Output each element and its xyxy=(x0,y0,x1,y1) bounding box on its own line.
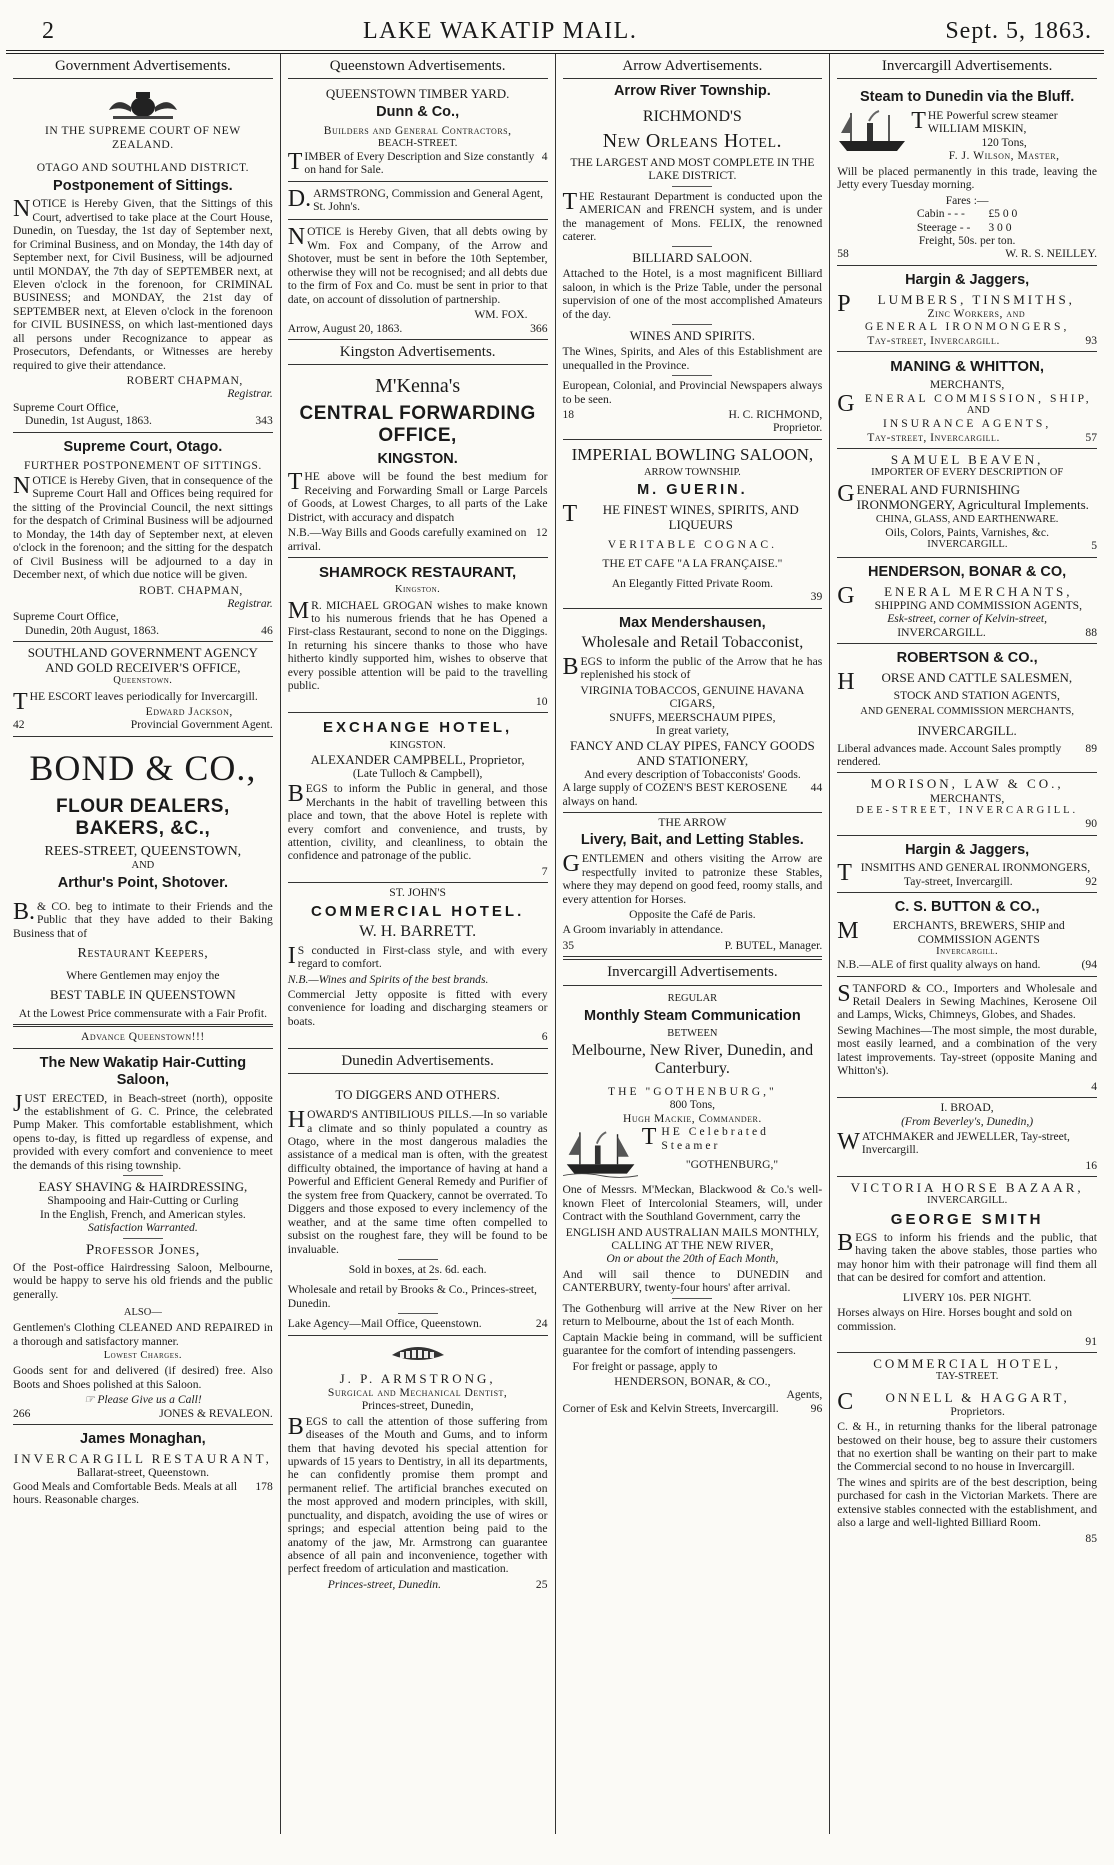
dentist-street: Princes-street, Dunedin, xyxy=(361,1399,474,1413)
henderson-bonar xyxy=(837,558,1097,644)
hargin2-trade: TINSMITHS AND GENERAL IRONMONGERS, xyxy=(837,860,1091,887)
fox-body: NOTICE is Hereby Given, that all debts owing by Wm. Fox and Company, of the Arrow and Shotover, must be sent in before the 10th September, otherwise they will not be recognised; and all debts due to the firm of Fox and Co. must be sent in prior to that date, on account of dissolution of partnership. xyxy=(287,224,548,306)
new-orleans-hotel xyxy=(563,103,823,440)
timber-yard xyxy=(288,83,548,181)
ad-number: 85 xyxy=(1085,1531,1097,1545)
robertson-liberal: Liberal advances made. Account Sales promptly rendered. xyxy=(837,741,1062,769)
mkenna-place: KINGSTON. xyxy=(377,450,458,467)
henderson-name: HENDERSON, BONAR & CO, xyxy=(868,563,1067,580)
ad-number: 12 xyxy=(535,526,548,540)
ad-number: 16 xyxy=(1085,1158,1097,1172)
beaven-general: GENERAL AND FURNISHING IRONMONGERY, Agricultural Implements. xyxy=(837,480,1089,512)
bowling-name: M. GUERIN. xyxy=(637,481,748,498)
goth-freight: For freight or passage, apply to xyxy=(572,1359,718,1373)
notice-body: NOTICE is Hereby Given, that the Sittings of this Court, advertised to take place at the Court House, Dunedin, on Tuesday, the 1st day of September next, for Criminal Business, and on Monday, the 14th day of September next, for Civil Business, will be adjourned until MONDAY, the 7th day of SEPTEMBER next, at Eleven o'clock in the forenoon, for CRIMINAL BUSINESS; and MONDAY, the 21st day of SEPTEMBER next, at Eleven o'clock in the forenoon for CIVIL BUSINESS, on which last-mentioned days all persons under Recognizance to appear as Prosecutors, Defendants, or Witnesses are hereby required to give their attendance. xyxy=(13,196,273,372)
clothing: Gentlemen's Clothing CLEANED AND REPAIRED in a thorough and satisfactory manner. xyxy=(13,1321,273,1348)
court-notice-postponement xyxy=(13,83,273,433)
ad-number: 24 xyxy=(535,1317,548,1331)
stanford-co xyxy=(837,977,1097,1099)
notice-heading: Postponement of Sittings. xyxy=(53,177,233,194)
orleans-sub: THE LARGEST AND MOST COMPLETE IN THE LAKE DISTRICT. xyxy=(570,155,815,183)
signatory-role: Provincial Government Agent. xyxy=(130,718,273,732)
easy-line-2: Shampooing and Hair-Cutting or Curling xyxy=(47,1194,239,1208)
bond-and-co xyxy=(13,737,273,1028)
exchange-body: BEGS to inform the Public in general, and those Merchants in the habit of travelling between this place and town, that the above Hotel is replete with every comfort and convenience, and trusts, by attention, civility, and cleanliness, to obtain the confidence and patronage of the public. xyxy=(287,781,548,863)
fox-sign: WM. FOX. xyxy=(474,308,528,322)
column-1 xyxy=(6,54,281,1834)
button-trade: MERCHANTS, BREWERS, SHIP and COMMISSION AGENTS xyxy=(837,918,1065,946)
signatory: Edward Jackson, xyxy=(145,705,233,719)
goth-about: On or about the 20th of Each Month, xyxy=(606,1252,779,1266)
maning-street: Tay-street, Invercargill. xyxy=(867,430,1000,444)
hargin-trade: PLUMBERS, TINSMITHS, xyxy=(837,290,1075,317)
max-line-1: VIRGINIA TOBACCOS, GENUINE HAVANA CIGARS, xyxy=(580,683,805,711)
ad-number: 10 xyxy=(535,694,548,708)
section-heading: Invercargill Advertisements. xyxy=(563,959,823,985)
bazaar-body: BEGS to inform his friends and the public, that having taken the above stables, those parties who may honor him with their patronage will find them all that can be desired for comfort and attention. xyxy=(837,1229,1097,1285)
max-line-6: A large supply of COZEN'S BEST KEROSENE always on hand. xyxy=(562,781,788,808)
office: Supreme Court Office, xyxy=(13,400,119,414)
timber-trade: Builders and General Contractors, xyxy=(323,124,512,138)
ad-number: 7 xyxy=(541,864,548,878)
ad-number: 39 xyxy=(810,590,823,604)
maning-and: AND xyxy=(966,405,990,417)
max-mendershausen xyxy=(563,609,823,813)
maning-ins: INSURANCE AGENTS, xyxy=(883,417,1052,431)
column-4 xyxy=(830,54,1104,1834)
goth-regular: REGULAR xyxy=(667,992,718,1004)
shamrock-heading: SHAMROCK RESTAURANT, xyxy=(319,564,517,582)
hargin-iron: GENERAL IRONMONGERS, xyxy=(864,320,1070,334)
max-line-5: And every description of Tobacconists' Goods. xyxy=(583,767,801,781)
dentist-name: J. P. ARMSTRONG, xyxy=(339,1370,496,1386)
stjohns-owner: W. H. BARRETT. xyxy=(359,923,477,941)
also: ALSO— xyxy=(123,1307,162,1319)
commercial-name: CONNELL & HAGGART, xyxy=(837,1388,1070,1415)
ad-number: (94 xyxy=(1081,958,1097,972)
diggers-heading: TO DIGGERS AND OTHERS. xyxy=(335,1087,500,1103)
maning-name: MANING & WHITTON, xyxy=(890,358,1045,376)
restaurant-keepers: Restaurant Keepers, xyxy=(77,946,209,962)
ad-number: 57 xyxy=(1085,430,1097,444)
ad-number: 88 xyxy=(1085,625,1097,639)
mkenna-title: CENTRAL FORWARDING OFFICE, xyxy=(299,402,536,446)
goth-corner: Corner of Esk and Kelvin Streets, Invercargill. xyxy=(562,1401,779,1415)
button-co xyxy=(837,893,1097,976)
stjohns-title: COMMERCIAL HOTEL. xyxy=(311,902,525,920)
steam-freight: Freight, 50s. per ton. xyxy=(918,233,1016,247)
dentist-foot: Princes-street, Dunedin. xyxy=(327,1577,441,1591)
bond-sub: FLOUR DEALERS, BAKERS, &C., xyxy=(55,795,230,839)
signatory: ROBT. CHAPMAN, xyxy=(139,583,243,597)
exchange-late: (Late Tulloch & Campbell), xyxy=(352,766,483,780)
signatory: P. BUTEL, Manager. xyxy=(724,938,823,952)
mkenna-nb: N.B.—Way Bills and Goods carefully examined on arrival. xyxy=(287,526,527,553)
livery-opp: Opposite the Café de Paris. xyxy=(629,907,756,921)
robertson-co xyxy=(837,644,1097,773)
stanford-sewing: Sewing Machines—The most simple, the most durable, most easily learned, and a combination of the very latest improvements. Tay-street (opposite Maning and Whitton's). xyxy=(837,1023,1097,1078)
commercial-body-2: The wines and spirits are of the best description, being purchased for cash in the Victorian Markets. There are extensive stables connected with the establishment, and also a large and well-lighted Billiard Room. xyxy=(837,1475,1097,1530)
goth-between: BETWEEN xyxy=(667,1027,718,1039)
goth-name: "GOTHENBURG," xyxy=(685,1158,779,1172)
cognac: VERITABLE COGNAC. xyxy=(607,537,777,551)
diggers-retail: Wholesale and retail by Brooks & Co., Princes-street, Dunedin. xyxy=(287,1283,537,1310)
saloon-heading: The New Wakatip Hair-Cutting Saloon, xyxy=(39,1054,247,1088)
notice-sub: FURTHER POSTPONEMENT OF SITTINGS. xyxy=(23,458,262,472)
beaven-place: INVERCARGILL. xyxy=(927,539,1008,551)
henderson-street: Esk-street, corner of Kelvin-street, xyxy=(887,612,1048,626)
commercial-body: C. & H., in returning thanks for the liberal patronage bestowed on their house, beg to assure their customers that no exertion shall be wanting on their part to make the Commercial second to no house in Invercargill. xyxy=(837,1420,1097,1474)
easy-shaving: EASY SHAVING & HAIRDRESSING, xyxy=(38,1179,248,1195)
exchange-hotel xyxy=(288,713,548,883)
goth-body: One of Messrs. M'Meckan, Blackwood & Co.'s well-known Fleet of Intercolonial Steamers, will, under Contract with the Southland Government, carry the xyxy=(562,1183,823,1224)
denture-icon xyxy=(388,1343,448,1367)
beaven-importer: IMPORTER OF EVERY DESCRIPTION OF xyxy=(871,467,1064,479)
monaghan-street: Ballarat-street, Queenstown. xyxy=(76,1466,210,1480)
fares-label: Fares :— xyxy=(945,193,989,207)
hargin2-street: Tay-street, Invercargill. xyxy=(903,874,1013,888)
ad-number: 91 xyxy=(1085,1334,1097,1348)
section-heading: Arrow Advertisements. xyxy=(563,54,823,79)
i-broad xyxy=(837,1098,1097,1177)
cafe: THE ET CAFE "A LA FRANÇAISE." xyxy=(602,557,783,571)
fares-table xyxy=(837,207,1097,234)
steam-master: F. J. Wilson, Master, xyxy=(948,149,1060,163)
timber-body: TIMBER of Every Description and Size constantly on hand for Sale. xyxy=(287,148,535,177)
hargin-jaggers-tinsmiths xyxy=(837,836,1097,894)
button-nb: N.B.—ALE of first quality always on hand. xyxy=(837,958,1041,972)
goth-ship: THE "GOTHENBURG," xyxy=(608,1084,777,1098)
advance-queenstown xyxy=(13,1027,273,1048)
ad-number: 343 xyxy=(255,414,273,428)
ad-number: 266 xyxy=(13,1406,31,1420)
where: Where Gentlemen may enjoy the xyxy=(66,968,220,982)
henderson-place: INVERCARGILL. xyxy=(897,625,986,639)
dentist-trade: Surgical and Mechanical Dentist, xyxy=(327,1385,508,1399)
morison-law xyxy=(837,773,1097,835)
timber-heading: QUEENSTOWN TIMBER YARD. xyxy=(325,86,510,102)
bowling-place: ARROW TOWNSHIP. xyxy=(643,466,741,478)
commercial-heading: COMMERCIAL HOTEL, xyxy=(873,1356,1061,1372)
henderson-general: GENERAL MERCHANTS, xyxy=(837,582,1073,609)
professor-jones: Professor Jones, xyxy=(85,1241,200,1258)
robertson-horse: HORSE AND CATTLE SALESMEN, xyxy=(837,668,1073,695)
ad-number: 89 xyxy=(1085,741,1097,755)
hair-cutting-saloon xyxy=(13,1049,273,1425)
armstrong-body: D.ARMSTRONG, Commission and General Agent, St. John's. xyxy=(287,185,544,214)
exchange-place: KINGSTON. xyxy=(389,739,446,751)
district: OTAGO AND SOUTHLAND DISTRICT. xyxy=(36,161,250,175)
bazaar-livery: LIVERY 10s. PER NIGHT. xyxy=(902,1290,1032,1304)
fox-date: Arrow, August 20, 1863. xyxy=(287,321,403,335)
ad-number: 96 xyxy=(810,1401,823,1415)
bond-title: BOND & CO., xyxy=(29,747,257,788)
hargin-zinc: Zinc Workers, and xyxy=(927,306,1026,320)
notice-body: NOTICE is Hereby Given, that in consequence of the Supreme Court Hall and Offices being required for the sitting of the Provincial Council, the next sittings for the despatch of Criminal Business will be adjourned to Monday, the 14th day of September next, at eleven o'clock in the forenoon; and the sitting for the despatch of Civil Business will be adjourned to a day in December next, of which due notice will be given. xyxy=(13,473,273,582)
maning-whitton xyxy=(837,352,1097,449)
commercial-role: Proprietors. xyxy=(950,1404,1005,1418)
satisfaction: Satisfaction Warranted. xyxy=(88,1221,198,1235)
exchange-heading: EXCHANGE HOTEL, xyxy=(323,719,513,737)
billiard-heading: BILLIARD SALOON. xyxy=(632,250,753,266)
professor-body: Of the Post-office Hairdressing Saloon, Melbourne, would be happy to serve his old friends and the public generally. xyxy=(13,1260,273,1301)
stjohns-body: IS conducted in First-class style, and with every regard to comfort. xyxy=(287,942,548,971)
hargin-street: Tay-street, Invercargill. xyxy=(867,333,1000,347)
and: AND xyxy=(131,859,155,871)
page-number: 2 xyxy=(42,18,55,44)
ad-number: 42 xyxy=(13,718,25,732)
goth-agents: HENDERSON, BONAR, & CO., xyxy=(614,1374,771,1388)
ad-number: 46 xyxy=(261,623,273,637)
notice-heading: Supreme Court, Otago. xyxy=(63,438,223,455)
steam-body-1: THE Powerful screw steamer WILLIAM MISKIN, xyxy=(911,108,1058,136)
signatory: JONES & REVALEON. xyxy=(159,1406,273,1420)
ad-number: 18 xyxy=(562,408,575,422)
livery-body: GENTLEMEN and others visiting the Arrow are respectfully invited to patronize these Stables, where they may depend on good feed, roomy stalls, and every attention for Horses. xyxy=(562,851,823,906)
arrow-livery xyxy=(563,813,823,957)
diggers-body: HOWARD'S ANTIBILIOUS PILLS.—In so variable a climate and so thinly populated a country as Otago, where in the most dangerous maladies the assistance of a medical man is often, with the greatest difficulty obtained, the importance of having at hand a Powerful and Efficient General Remedy and Purifier of the system free from Quackery, cannot be overrated. To Diggers and those exposed to every inclemency of the weather, and at the same time often compelled to subsist on the roughest fare, they will be found to be invaluable. xyxy=(287,1107,548,1256)
goth-commander: Hugh Mackie, Commander. xyxy=(622,1111,762,1125)
morison-street: DEE-STREET, INVERCARGILL. xyxy=(856,804,1079,816)
steerage-price: 3 0 0 xyxy=(988,220,1012,234)
wines-body: The Wines, Spirits, and Ales of this Establishment are unequalled in the Province. xyxy=(562,345,823,372)
goth-calling: CALLING AT THE NEW RIVER, xyxy=(611,1239,774,1252)
commercial-hotel xyxy=(837,1353,1097,1549)
goods: Goods sent for and delivered (if desired) free. Also Boots and Shoes polished at this Saloon. xyxy=(13,1364,273,1391)
bond-place: Arthur's Point, Shotover. xyxy=(57,875,228,892)
diggers-sold: Sold in boxes, at 2s. 6d. each. xyxy=(348,1262,487,1276)
goth-mails: ENGLISH AND AUSTRALIAN MAILS MONTHLY, xyxy=(565,1225,820,1239)
steam-heading: Steam to Dunedin via the Bluff. xyxy=(859,89,1075,106)
date: Dunedin, 1st August, 1863. xyxy=(25,414,152,428)
max-trade: Wholesale and Retail Tobacconist, xyxy=(581,634,804,652)
lowest-charges: Lowest Charges. xyxy=(103,1350,183,1362)
bazaar-name: GEORGE SMITH xyxy=(890,1210,1044,1228)
cabin-label: Cabin - - - xyxy=(916,207,965,221)
office: Supreme Court Office, xyxy=(13,610,119,624)
broad-from: (From Beverley's, Dunedin,) xyxy=(901,1114,1034,1128)
goth-captain: Captain Mackie being in command, will be sufficient guarantee for the comfort of intending passengers. xyxy=(562,1330,823,1358)
fox-notice xyxy=(288,220,548,340)
shamrock-body: MR. MICHAEL GROGAN wishes to make known to his numerous friends that he has Opened a First-class Restaurant, second to none on the Diggings. In returning his sincere thanks to those who have hitherto kindly supported him, wishes to observe that every possible attention will be paid to the travelling public. xyxy=(287,597,548,693)
section-heading: Invercargill Advertisements. xyxy=(837,54,1097,79)
robertson-comm: AND GENERAL COMMISSION MERCHANTS, xyxy=(860,706,1074,718)
hargin2-name: Hargin & Jaggers, xyxy=(905,841,1030,858)
signatory-role: Proprietor. xyxy=(772,421,823,435)
royal-crest-icon xyxy=(103,90,183,120)
orleans-body: THE Restaurant Department is conducted upon the AMERICAN and FRENCH system, and is under the management of Mons. FELIX, the renowned caterer. xyxy=(562,188,823,243)
stjohns-nb: N.B.—Wines and Spirits of the best brands. xyxy=(287,972,489,986)
mkenna-body: THE above will be found the best medium for Receiving and Forwarding Small or Large Parcels of Goods, at Lowest Charges, to all parts of the Lake District, with accuracy and dispatch xyxy=(287,469,548,524)
section-heading: Dunedin Advertisements. xyxy=(288,1049,548,1074)
date: Dunedin, 20th August, 1863. xyxy=(25,623,159,637)
column-3 xyxy=(556,54,831,1834)
maning-merchants: MERCHANTS, xyxy=(929,378,1005,392)
bazaar-heading: VICTORIA HORSE BAZAAR, xyxy=(850,1180,1084,1196)
saloon-body: JUST ERECTED, in Beach-street (north), opposite the establishment of G. C. Prince, the celebrated Pump Maker. This comfortable establishment, which opens to-day, is fitted up regardless of expense, and provided with every comfort and convenience to meet the demands of this rising township. xyxy=(13,1090,273,1172)
shamrock-restaurant xyxy=(288,558,548,713)
steam-body-2: Will be placed permanently in this trade, leaving the Jetty every Tuesday morning. xyxy=(837,164,1097,192)
shamrock-place: Kingston. xyxy=(394,584,441,596)
bond-body: B.& CO. beg to intimate to their Friends and the Public that they have added to their Baking Business that of xyxy=(13,898,273,940)
beaven-oils: Oils, Colors, Paints, Varnishes, &c. xyxy=(885,525,1049,539)
please-call: ☞ Please Give us a Call! xyxy=(84,1393,202,1407)
signatory-role: Registrar. xyxy=(227,596,273,610)
armstrong-agent xyxy=(288,182,548,221)
steam-tons: 120 Tons, xyxy=(981,135,1027,149)
monaghan-title: INVERCARGILL RESTAURANT, xyxy=(13,1451,272,1467)
bowling-heading: IMPERIAL BOWLING SALOON, xyxy=(571,444,814,464)
signatory: ROBERT CHAPMAN, xyxy=(126,374,243,388)
goth-sail: And will sail thence to DUNEDIN and CANTERBURY, twenty-four hours' after arrival. xyxy=(562,1267,823,1295)
agency-heading: SOUTHLAND GOVERNMENT AGENCY AND GOLD RECEIVER'S OFFICE, xyxy=(27,645,258,676)
howards-pills xyxy=(288,1078,548,1336)
ad-number: 92 xyxy=(1085,874,1097,888)
section-heading: Kingston Advertisements. xyxy=(288,340,548,365)
steamship-icon xyxy=(837,109,907,155)
signatory: W. R. S. NEILLEY. xyxy=(1005,247,1097,261)
ad-number: 93 xyxy=(1085,333,1097,347)
columns xyxy=(6,54,1104,1834)
broad-name: I. BROAD, xyxy=(940,1101,994,1115)
billiard-body: Attached to the Hotel, is a most magnificent Billiard saloon, in which is the Prize Table, under the personal supervision of one of the most accomplished Amateurs of the day. xyxy=(562,267,823,321)
bowling-saloon xyxy=(563,440,823,609)
steam-to-dunedin xyxy=(837,83,1097,266)
goth-route: Melbourne, New River, Dunedin, and Canterbury. xyxy=(571,1041,814,1078)
section-heading: Queenstown Advertisements. xyxy=(288,54,548,79)
court-header: IN THE SUPREME COURT OF NEW ZEALAND. xyxy=(45,124,241,151)
court-notice-further xyxy=(13,433,273,643)
goth-the: THE Celebrated Steamer xyxy=(641,1124,769,1152)
beaven-china: CHINA, GLASS, AND EARTHENWARE. xyxy=(875,513,1059,525)
best-table: BEST TABLE IN QUEENSTOWN xyxy=(50,986,236,1002)
ad-number: 90 xyxy=(1085,817,1097,831)
gothenburg-steamer xyxy=(563,990,823,1420)
commercial-street: TAY-STREET. xyxy=(935,1371,999,1383)
button-name: C. S. BUTTON & CO., xyxy=(894,899,1040,916)
issue-date: Sept. 5, 1863. xyxy=(945,18,1092,44)
exchange-owner: ALEXANDER CAMPBELL, Proprietor, xyxy=(310,751,525,767)
timber-street: BEACH-STREET. xyxy=(377,137,458,149)
morison-name: MORISON, LAW & CO., xyxy=(870,776,1064,792)
goth-heading: Monthly Steam Communication xyxy=(584,1007,801,1024)
diggers-agency: Lake Agency—Mail Office, Queenstown. xyxy=(287,1317,482,1331)
goth-agents-role: Agents, xyxy=(786,1388,823,1402)
arrow-township: Arrow River Township. xyxy=(613,83,771,100)
monaghan-restaurant xyxy=(13,1425,273,1510)
henderson-shipping: SHIPPING AND COMMISSION AGENTS, xyxy=(874,598,1083,612)
armstrong-dentist xyxy=(288,1336,548,1596)
button-place: Invercargill. xyxy=(936,945,999,957)
livery-place: THE ARROW xyxy=(658,815,727,829)
maning-general: GENERAL COMMISSION, SHIP, xyxy=(837,390,1092,417)
wines-heading: WINES AND SPIRITS. xyxy=(629,328,756,344)
max-body: BEGS to inform the public of the Arrow that he has replenished his stock of xyxy=(562,653,823,682)
robertson-stock: STOCK AND STATION AGENTS, xyxy=(893,688,1060,702)
ad-number: 25 xyxy=(535,1577,548,1591)
st-johns-hotel xyxy=(288,883,548,1048)
livery-groom: A Groom invariably in attendance. xyxy=(562,923,724,937)
ad-number: 5 xyxy=(1091,539,1097,553)
monaghan-meals: Good Meals and Comfortable Beds. Meals at all hours. Reasonable charges. xyxy=(13,1479,238,1506)
orleans-name: RICHMOND'S xyxy=(642,108,742,126)
bowling-body: THE FINEST WINES, SPIRITS, AND LIQUEURS xyxy=(562,500,799,532)
broad-trade: WATCHMAKER and JEWELLER, Tay-street, Invercargill. xyxy=(837,1128,1070,1157)
ad-number: 6 xyxy=(541,1030,548,1044)
signatory: H. C. RICHMOND, xyxy=(728,408,823,422)
masthead xyxy=(6,18,1104,46)
stjohns-heading: ST. JOHN'S xyxy=(389,886,446,900)
ad-number: 44 xyxy=(810,781,823,795)
section-heading: Government Advertisements. xyxy=(13,54,273,79)
robertson-name: ROBERTSON & CO., xyxy=(896,650,1038,667)
easy-line-3: In the English, French, and American styles. xyxy=(40,1207,246,1221)
ad-number: 366 xyxy=(530,321,548,335)
robertson-place: INVERCARGILL. xyxy=(917,722,1017,738)
monaghan-name: James Monaghan, xyxy=(80,1431,206,1448)
hargin-name: Hargin & Jaggers, xyxy=(905,271,1030,288)
ad-number: 58 xyxy=(837,247,849,261)
newspaper-title: LAKE WAKATIP MAIL. xyxy=(363,18,638,44)
bazaar-place: INVERCARGILL. xyxy=(927,1195,1008,1207)
morison-merchants: MERCHANTS, xyxy=(929,791,1005,805)
agency-place: Queenstown. xyxy=(113,675,173,687)
livery-heading: Livery, Bait, and Letting Stables. xyxy=(580,832,804,849)
timber-name: Dunn & Co., xyxy=(376,104,460,121)
mkenna-name: M'Kenna's xyxy=(375,375,461,398)
samuel-beaven xyxy=(837,449,1097,557)
advance-text: Advance Queenstown!!! xyxy=(81,1030,205,1044)
ad-number: 4 xyxy=(1091,1079,1097,1093)
steerage-label: Steerage - - xyxy=(916,220,971,234)
newspapers: European, Colonial, and Provincial Newspapers always to be seen. xyxy=(562,379,823,406)
bazaar-horses: Horses always on Hire. Horses bought and sold on commission. xyxy=(837,1306,1072,1333)
orleans-title: New Orleans Hotel. xyxy=(602,129,783,152)
southland-agency xyxy=(13,642,273,737)
beaven-name: SAMUEL BEAVEN, xyxy=(890,452,1044,468)
cabin-price: £5 0 0 xyxy=(988,207,1018,221)
signatory-role: Registrar. xyxy=(227,387,273,401)
agency-body: THE ESCORT leaves periodically for Invercargill. xyxy=(13,688,258,715)
column-2 xyxy=(281,54,556,1834)
victoria-horse-bazaar xyxy=(837,1177,1097,1353)
max-line-4: FANCY AND CLAY PIPES, FANCY GOODS AND STATIONERY, xyxy=(570,737,815,768)
steamship-icon xyxy=(563,1125,638,1181)
goth-arrive: The Gothenburg will arrive at the New River on her return to Melbourne, about the 1st of each Month. xyxy=(562,1301,823,1329)
mkenna-forwarding xyxy=(288,369,548,558)
bond-street: REES-STREET, QUEENSTOWN, xyxy=(44,843,242,859)
max-line-3: In great variety, xyxy=(655,724,729,738)
ad-number: 178 xyxy=(255,1479,273,1493)
max-name: Max Mendershausen, xyxy=(619,614,766,631)
hargin-jaggers-plumbers xyxy=(837,266,1097,352)
dentist-body: BEGS to call the attention of those suffering from diseases of the Mouth and Gums, and to inform them that having devoted his special attention for upwards of 15 years to Dentistry, in all its departments, he can confidently promise them prompt and permanent relief. The artificial branches executed on the most approved and modern principles, with skill, punctuality, and dispatch, avoiding the use of wires or springs; and especial attention being paid to the anatomy of the jaw, Mr. Armstrong can guarantee absence of all pain and inconvenience, together with perfect freedom of articulation and mastication. xyxy=(287,1413,548,1576)
stanford-body: STANFORD & CO., Importers and Wholesale and Retail Dealers in Sewing Machines, Kerosene Oil and Lamps, Wicks, Chimneys, Globes, and Shades. xyxy=(837,980,1097,1022)
max-line-2: SNUFFS, MEERSCHAUM PIPES, xyxy=(609,710,776,724)
stjohns-jetty: Commercial Jetty opposite is fitted with every convenience for loading and discharging steamers or boats. xyxy=(287,987,548,1028)
goth-tons: 800 Tons, xyxy=(669,1098,716,1112)
private-room: An Elegantly Fitted Private Room. xyxy=(611,576,774,590)
ad-number: 4 xyxy=(541,149,548,163)
ad-number: 35 xyxy=(562,938,575,952)
price: At the Lowest Price commensurate with a Fair Profit. xyxy=(18,1007,267,1021)
